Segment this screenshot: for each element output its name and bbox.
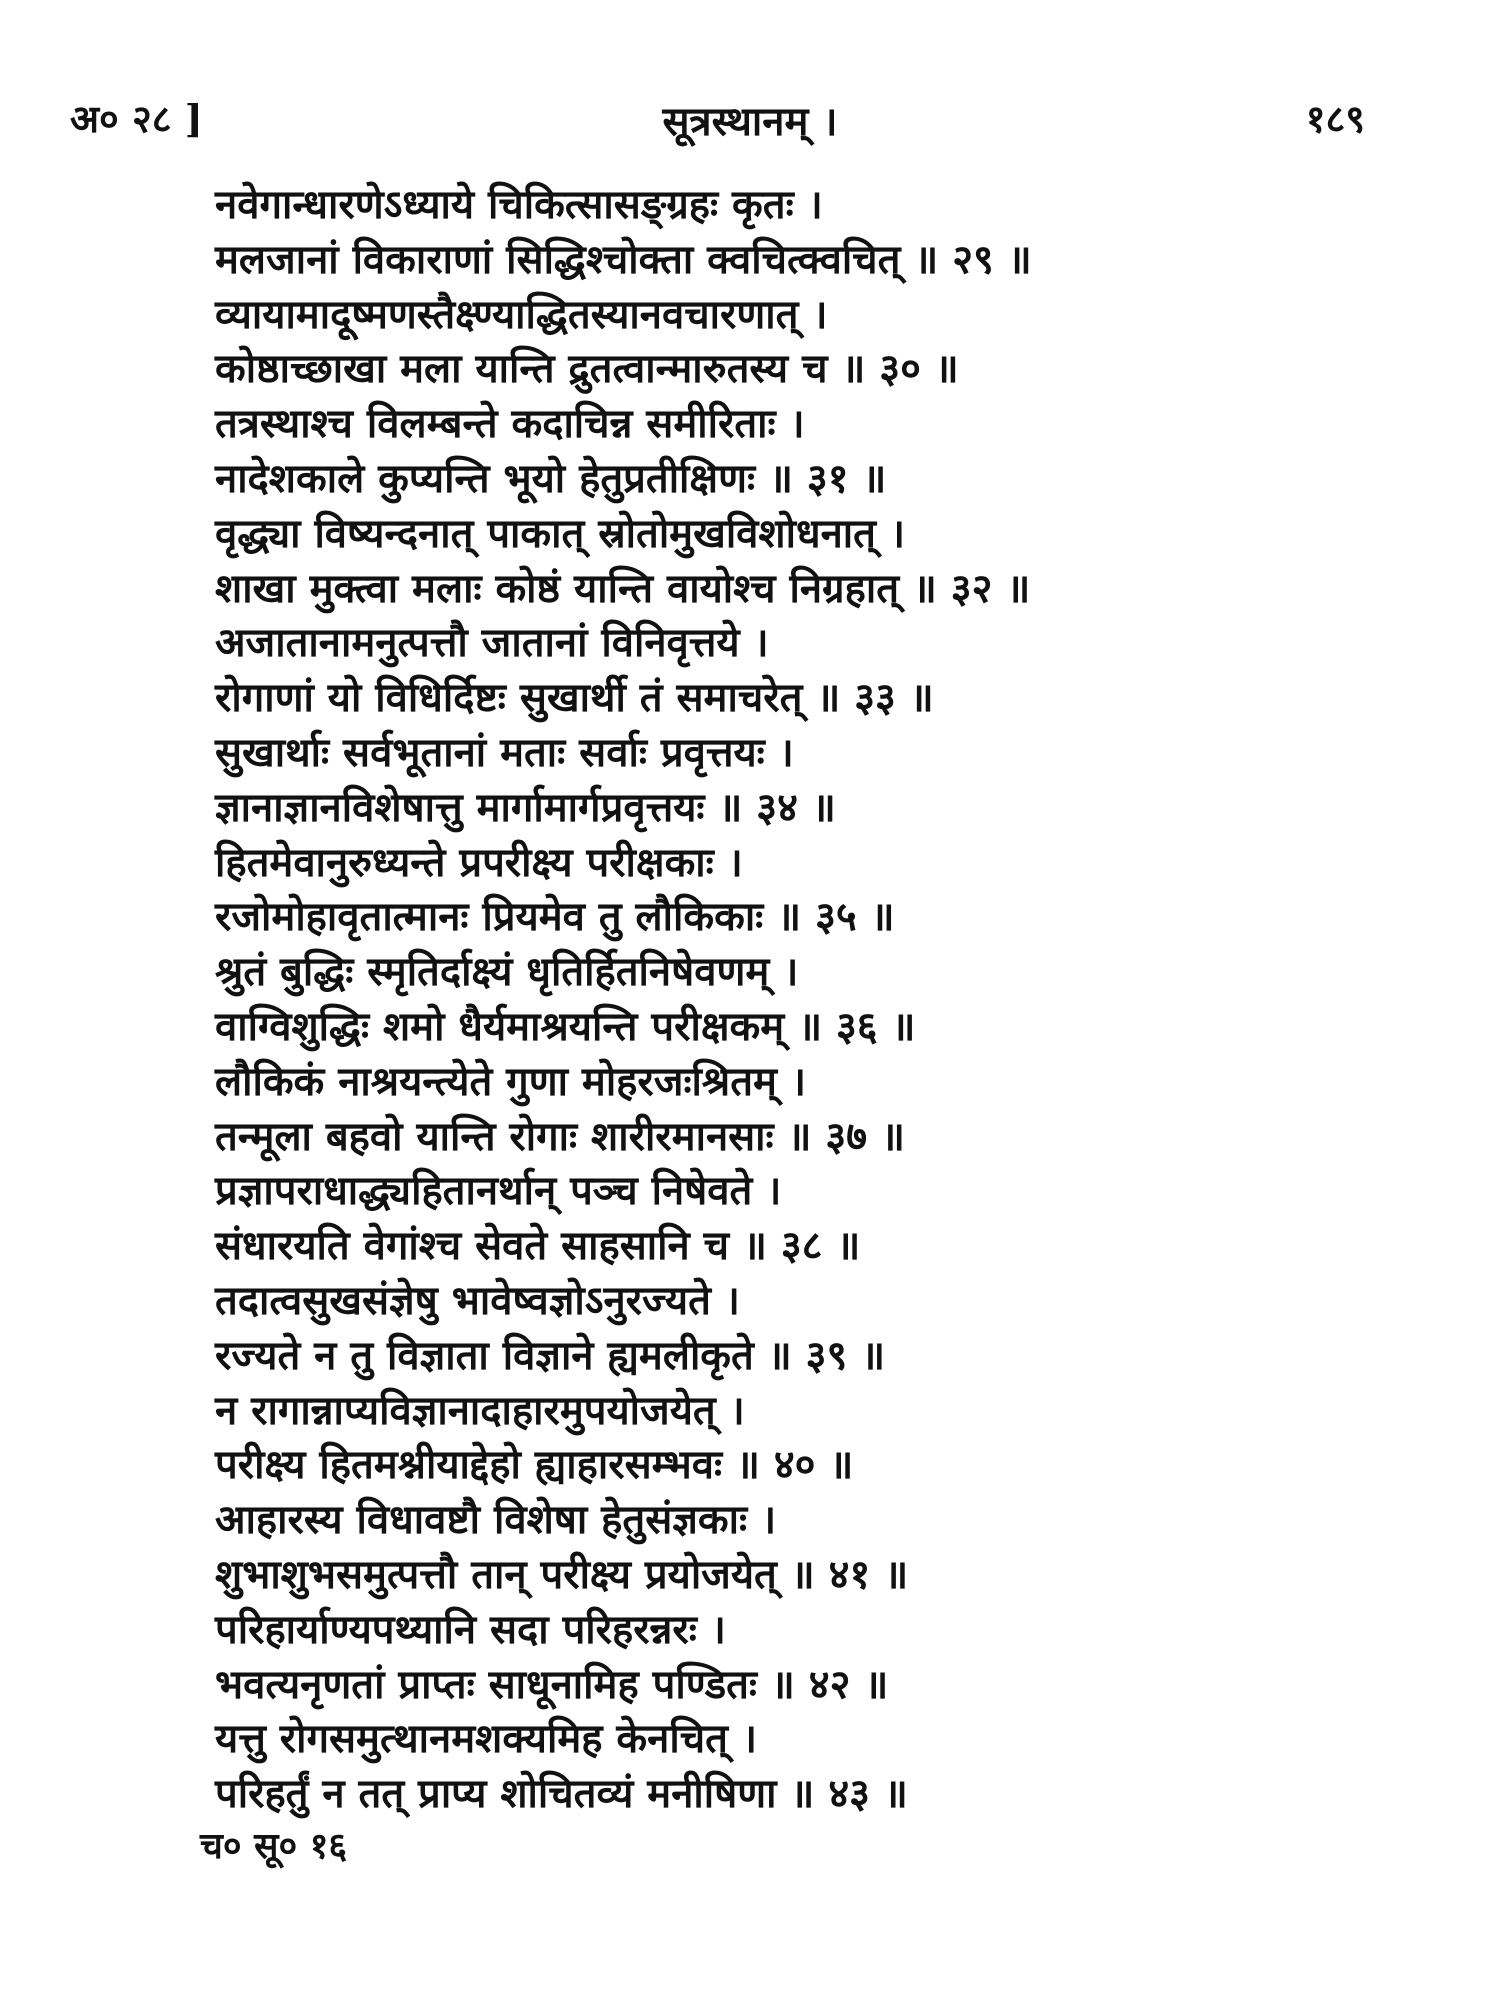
verse-line: वृद्ध्या विष्यन्दनात् पाकात् स्रोतोमुखविशोधनात् । xyxy=(215,509,906,557)
verse-line: वाग्विशुद्धिः शमो धैर्यमाश्रयन्ति परीक्षकम् ॥ ३६ ॥ xyxy=(215,1002,916,1050)
verse-line: तत्रस्थाश्च विलम्बन्ते कदाचिन्न समीरिताः । xyxy=(215,400,805,448)
verse-line: तदात्वसुखसंज्ञेषु भावेष्वज्ञोऽनुरज्यते । xyxy=(215,1276,740,1324)
verse-line: परीक्ष्य हितमश्नीयाद्देहो ह्याहारसम्भवः ॥ ४० ॥ xyxy=(215,1441,854,1489)
verse-line: हितमेवानुरुध्यन्ते प्रपरीक्ष्य परीक्षकाः । xyxy=(215,838,743,886)
verse-line: शुभाशुभसमुत्पत्तौ तान् परीक्ष्य प्रयोजयेत् ॥ ४१ ॥ xyxy=(215,1550,909,1598)
verse-block xyxy=(215,178,1445,1822)
verse-line: श्रुतं बुद्धिः स्मृतिर्दाक्ष्यं धृतिर्हितनिषेवणम् । xyxy=(215,948,799,996)
verse-line: नादेशकाले कुप्यन्ति भूयो हेतुप्रतीक्षिणः ॥ ३१ ॥ xyxy=(215,454,887,502)
verse-line: रजोमोहावृतात्मानः प्रियमेव तु लौकिकाः ॥ ३५ ॥ xyxy=(215,893,895,941)
verse-line: अजातानामनुत्पत्तौ जातानां विनिवृत्तये । xyxy=(215,619,769,667)
verse-line: परिहर्तुं न तत् प्राप्य शोचितव्यं मनीषिणा ॥ ४३ ॥ xyxy=(215,1770,908,1818)
verse-line: भवत्यनृणतां प्राप्तः साधूनामिह पण्डितः ॥ ४२ ॥ xyxy=(215,1660,889,1708)
verse-line: न रागान्नाप्यविज्ञानादाहारमुपयोजयेत् । xyxy=(215,1386,745,1434)
verse-line: तन्मूला बहवो यान्ति रोगाः शारीरमानसाः ॥ ३७ ॥ xyxy=(215,1112,905,1160)
verse-line: कोष्ठाच्छाखा मला यान्ति द्रुतत्वान्मारुतस्य च ॥ ३० ॥ xyxy=(215,345,959,393)
verse-line: ज्ञानाज्ञानविशेषात्तु मार्गामार्गप्रवृत्तयः ॥ ३४ ॥ xyxy=(215,783,836,831)
page-header xyxy=(0,92,1500,152)
section-title: सूत्रस्थानम् । xyxy=(662,98,838,145)
verse-line: नवेगान्धारणेऽध्याये चिकित्सासङ्ग्रहः कृतः । xyxy=(215,181,823,228)
signature-mark: च० सू० १६ xyxy=(200,1825,348,1867)
page-number: १८९ xyxy=(1305,96,1365,141)
verse-line: परिहार्याण्यपथ्यानि सदा परिहरन्नरः । xyxy=(215,1605,726,1653)
verse-line: रज्यते न तु विज्ञाता विज्ञाने ह्यमलीकृते ॥ ३९ ॥ xyxy=(215,1331,886,1379)
verse-line: प्रज्ञापराधाद्ध्यहितानर्थान् पञ्च निषेवते । xyxy=(215,1167,782,1215)
verse-line: लौकिकं नाश्रयन्त्येते गुणा मोहरजःश्रितम् । xyxy=(215,1057,807,1105)
verse-line: मलजानां विकाराणां सिद्धिश्चोक्ता क्वचित्क्वचित् ॥ २९ ॥ xyxy=(215,235,1032,283)
verse-line: व्यायामादूष्मणस्तैक्ष्ण्याद्धितस्यानवचारणात् । xyxy=(215,290,828,338)
verse-line: सुखार्थाः सर्वभूतानां मताः सर्वाः प्रवृत्तयः । xyxy=(215,728,794,776)
verse-line: रोगाणां यो विधिर्दिष्टः सुखार्थी तं समाचरेत् ॥ ३३ ॥ xyxy=(215,674,934,722)
verse-line: आहारस्य विधावष्टौ विशेषा हेतुसंज्ञकाः । xyxy=(215,1496,777,1544)
verse-line: संधारयति वेगांश्च सेवते साहसानि च ॥ ३८ ॥ xyxy=(215,1222,861,1270)
verse-line: यत्तु रोगसमुत्थानमशक्यमिह केनचित् । xyxy=(215,1715,757,1763)
verse-line: शाखा मुक्त्वा मलाः कोष्ठं यान्ति वायोश्च निग्रहात् ॥ ३२ ॥ xyxy=(215,564,1031,612)
chapter-marker: अ० २८ ] xyxy=(70,96,203,141)
